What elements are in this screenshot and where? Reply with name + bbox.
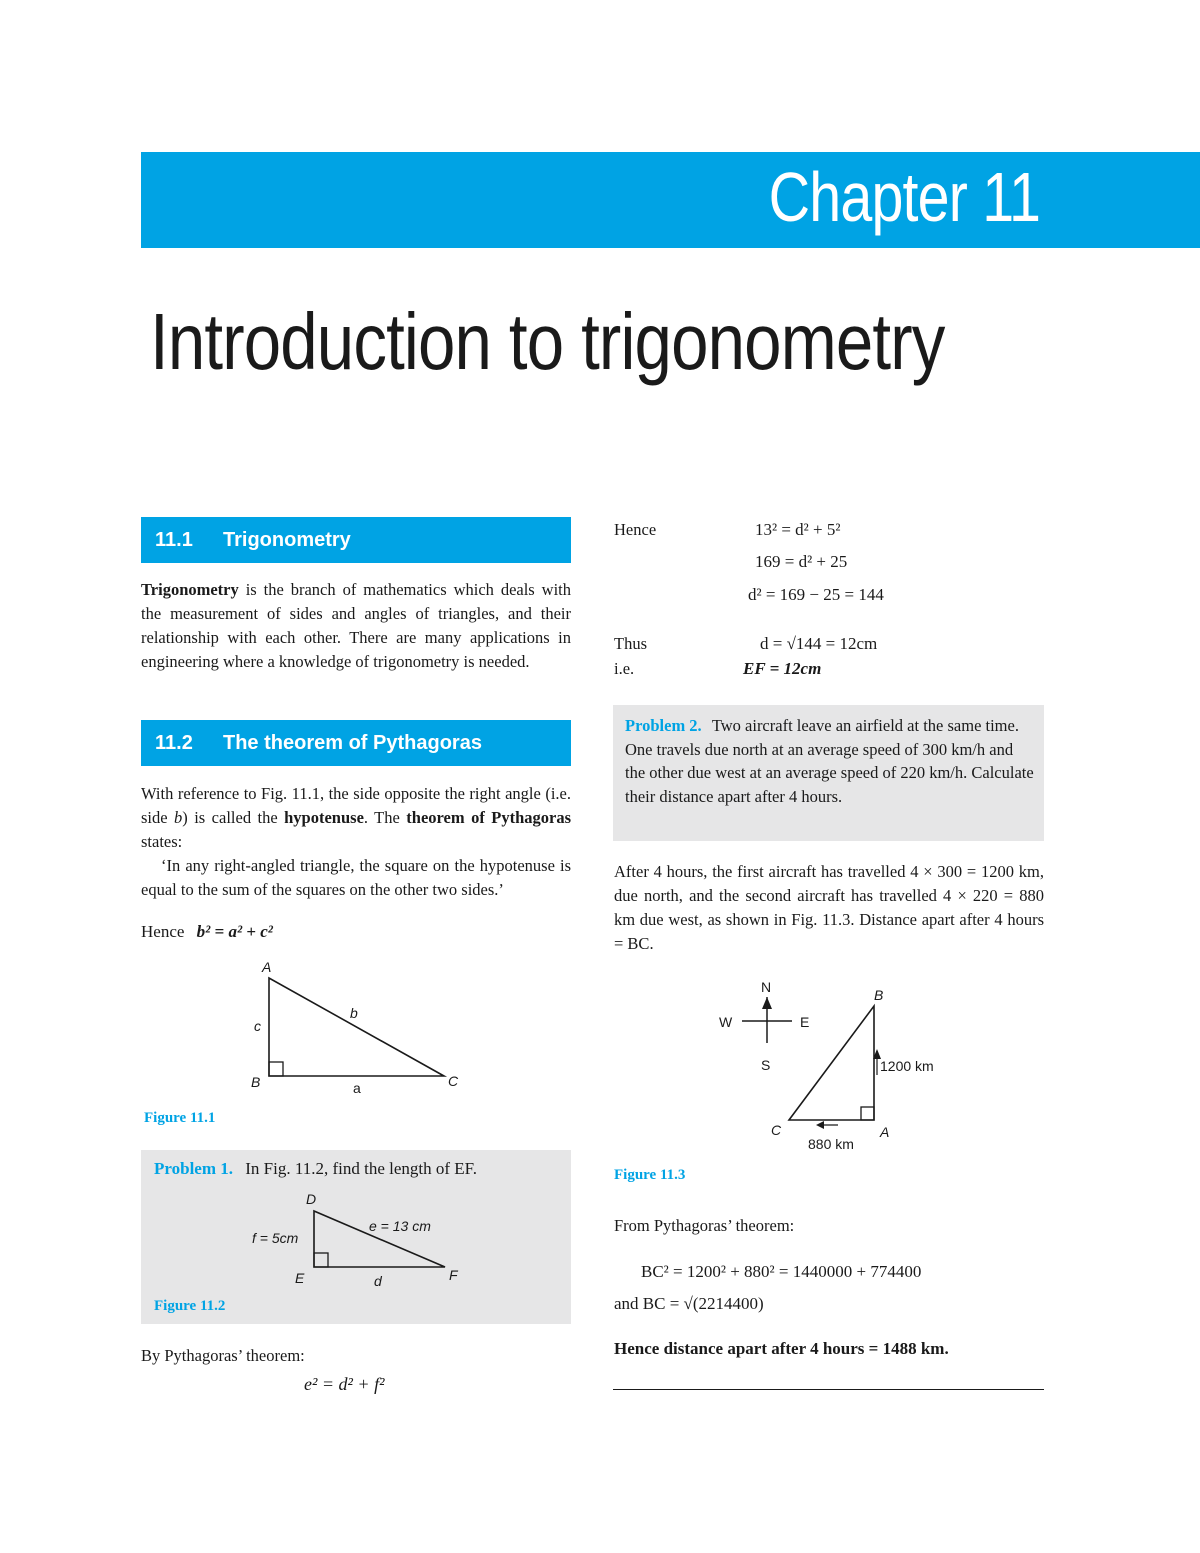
side-label-e: e = 13 cm [369,1218,431,1234]
section-number: 11.2 [155,732,193,754]
figure-11-2-caption: Figure 11.2 [154,1298,226,1314]
text-run: b [174,808,183,827]
pythagoras-quote: ‘In any right-angled triangle, the square on the hypotenuse is equal to the sum of the squares on the other two sides.’ [141,856,571,899]
vertex-label-d: D [306,1191,317,1207]
text-run: . The [363,808,407,827]
figure-11-3-diagram [700,975,940,1155]
section-heading-11-1 [141,517,571,563]
problem-1-text: In Fig. 11.2, find the length of EF. [245,1159,478,1178]
compass-north-arrow [762,997,772,1009]
figure-11-1-caption: Figure 11.1 [144,1110,216,1126]
compass-e: E [800,1014,810,1030]
problem-1-title: Problem 1. [154,1159,234,1178]
side-label-c: c [254,1018,261,1034]
chapter-band [141,152,1200,248]
trigonometry-definition [141,578,571,674]
solution-2-equation-1: BC² = 1200² + 880² = 1440000 + 774400 [641,1262,922,1281]
solution-1-equation-1: 13² = d² + 5² [755,520,841,539]
section-number: 11.1 [155,529,193,551]
definition-text: is the branch of mathematics which deals with the measurement of sides and angles of triangles, and their relationship with each other. There are many applications in engineering where a knowledge of trigonometry is needed. [141,580,571,671]
hence-label: Hence [614,520,657,539]
side-label-f: f = 5cm [252,1230,299,1246]
problem-2-title: Problem 2. [625,716,702,735]
vertex-label-b: B [251,1074,261,1090]
side-label-b: b [350,1005,358,1021]
vertex-label-f: F [449,1267,458,1283]
vertex-label-a: A [262,959,272,975]
solution-1-answer: EF = 12cm [743,659,822,678]
solution-1-intro: By Pythagoras’ theorem: [141,1346,305,1365]
hence-label: Hence [141,922,185,941]
end-rule [613,1389,1044,1390]
section-title: Trigonometry [223,529,351,551]
term-trigonometry: Trigonometry [141,580,239,599]
pythagoras-formula-line [141,922,273,942]
problem-1-statement [154,1159,477,1179]
right-angle-mark [861,1107,874,1120]
chapter-title: Introduction to trigonometry [150,297,945,386]
solution-2-intro: From Pythagoras’ theorem: [614,1216,795,1235]
vertex-label-e: E [295,1270,305,1286]
pythagoras-intro [141,782,571,854]
chapter-label: Chapter 11 [768,158,1040,236]
figure-11-1-diagram [240,955,470,1095]
problem-2-text: Two aircraft leave an airfield at the same time. One travels due north at an average speed of 300 km/h and the other due west at an average speed of 220 km/h. Calculate their distance apart after 4 hours. [625,716,1034,806]
pythagoras-formula: b² = a² + c² [196,922,273,941]
solution-1-equation-4: d = √144 = 12cm [760,634,878,653]
solution-2-result: Hence distance apart after 4 hours = 1488 km. [614,1339,949,1358]
solution-2-equation-2: and BC = √(2214400) [614,1294,764,1313]
solution-1-equation-3: d² = 169 − 25 = 144 [748,585,884,604]
vertex-label-c: C [448,1073,459,1089]
figure-11-2-diagram [240,1185,470,1290]
vertex-label-a: A [880,1124,890,1140]
compass-n: N [761,979,772,995]
problem-2-statement [625,714,1035,808]
solution-2-text: After 4 hours, the first aircraft has travelled 4 × 300 = 1200 km, due north, and the second aircraft has travelled 4 × 220 = 880 km due west, as shown in Fig. 11.3. Distance apart after 4 hours = BC. [614,862,1044,953]
solution-1-equation-0: e² = d² + f² [304,1374,385,1394]
vertex-label-b: B [874,987,884,1003]
side-label-d: d [374,1273,382,1289]
side-label-a: a [353,1080,361,1095]
compass-s: S [761,1057,771,1073]
side-label-880km: 880 km [808,1136,854,1152]
term-hypotenuse: hypotenuse [284,808,364,827]
solution-1-equation-2: 169 = d² + 25 [755,552,848,571]
compass-w: W [719,1014,733,1030]
triangle-abc [269,978,444,1076]
side-label-1200km: 1200 km [880,1058,934,1074]
right-angle-mark [269,1062,283,1076]
ie-label: i.e. [614,659,635,678]
section-heading-11-2 [141,720,571,766]
text-run: With reference to Fig. 11.1, the side opposite the right angle (i.e. side [141,784,571,827]
figure-11-3-caption: Figure 11.3 [614,1167,686,1183]
term-theorem: theorem of Pythagoras [406,808,572,827]
section-title: The theorem of Pythagoras [223,732,482,754]
vertex-label-c: C [771,1122,782,1138]
west-arrow-head [816,1121,824,1129]
right-angle-mark [314,1253,328,1267]
thus-label: Thus [614,634,647,653]
text-run: ) is called the [182,808,285,827]
text-run: states: [141,832,183,851]
